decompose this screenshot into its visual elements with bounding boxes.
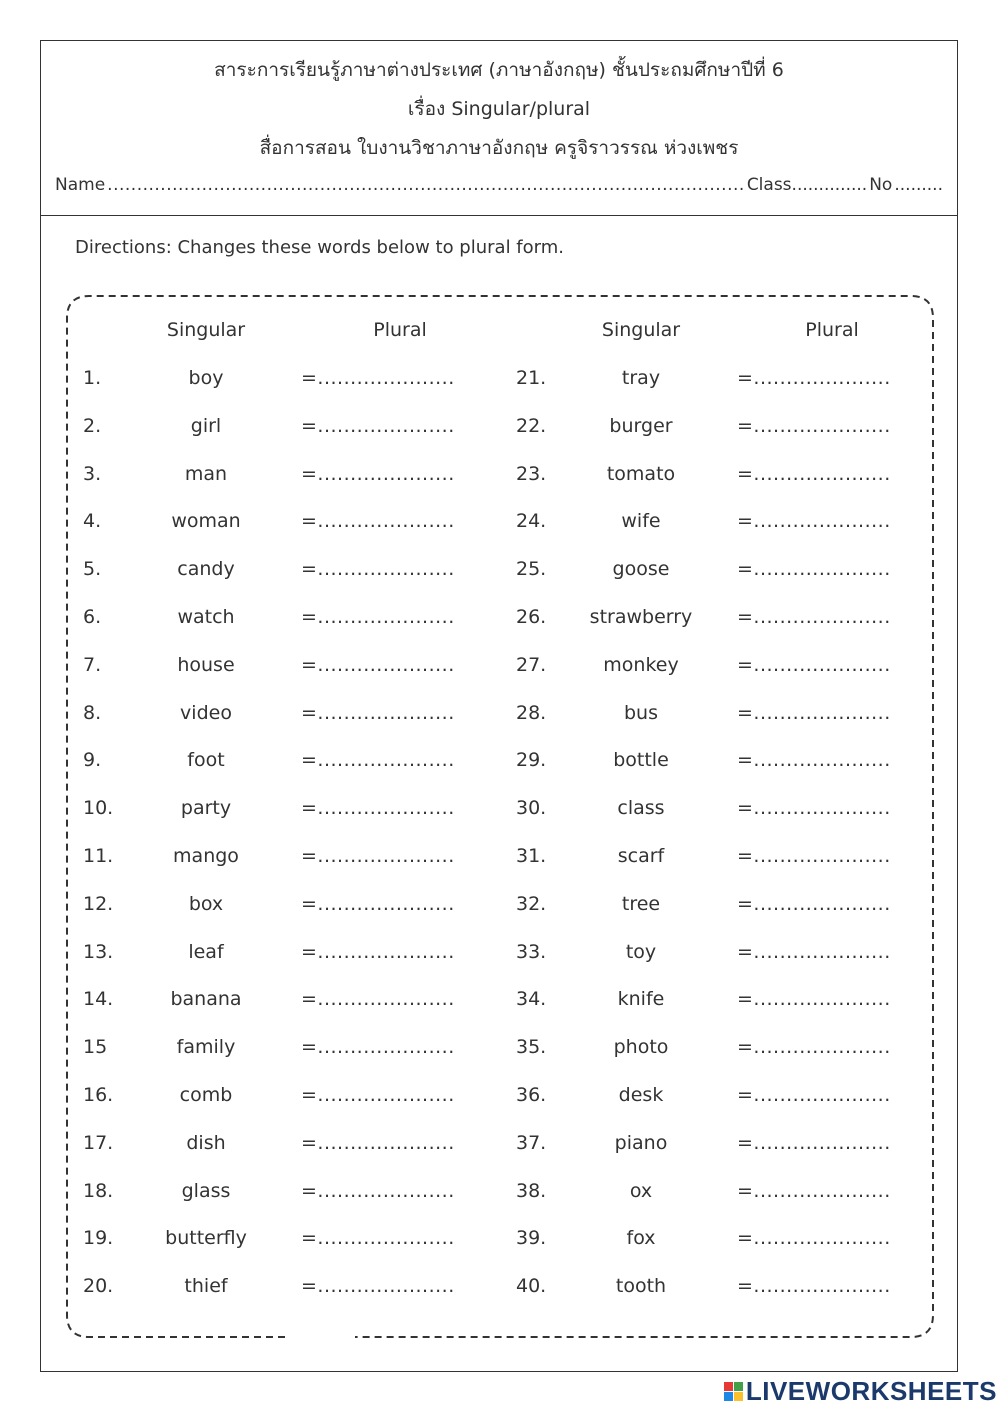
item-number: 38. bbox=[516, 1179, 547, 1202]
singular-word: woman bbox=[171, 510, 241, 533]
item-number: 22. bbox=[516, 414, 547, 437]
logo-mark-icon bbox=[724, 1382, 743, 1401]
plural-answer-field[interactable]: =..................... bbox=[737, 558, 891, 581]
item-number: 17. bbox=[83, 1131, 114, 1154]
item-number: 14. bbox=[83, 988, 114, 1011]
plural-answer-field[interactable]: =..................... bbox=[301, 797, 455, 820]
singular-word: boy bbox=[188, 367, 224, 389]
class-field[interactable]: Class.............. bbox=[746, 175, 868, 195]
plural-answer-field[interactable]: =..................... bbox=[301, 367, 455, 389]
plural-answer-field[interactable]: =..................... bbox=[301, 510, 455, 533]
plural-answer-field[interactable]: =..................... bbox=[301, 653, 455, 676]
list-item bbox=[41, 1132, 959, 1162]
singular-word: scarf bbox=[617, 845, 665, 867]
worksheet bbox=[40, 40, 997, 1406]
logo-square bbox=[724, 1392, 733, 1401]
plural-answer-field[interactable]: =..................... bbox=[737, 510, 891, 533]
item-number: 7. bbox=[83, 653, 102, 676]
plural-answer-field[interactable]: =..................... bbox=[301, 1227, 455, 1250]
item-number: 27. bbox=[516, 653, 547, 676]
singular-word: toy bbox=[625, 940, 657, 963]
list-item bbox=[41, 941, 959, 971]
item-number: 31. bbox=[516, 845, 547, 867]
singular-word: goose bbox=[612, 558, 670, 581]
plural-answer-field[interactable]: =..................... bbox=[737, 414, 891, 437]
list-item bbox=[41, 749, 959, 779]
plural-answer-field[interactable]: =..................... bbox=[301, 558, 455, 581]
singular-word: man bbox=[184, 462, 228, 485]
teacher-line: สื่อการสอน ใบงานวิชาภาษาอังกฤษ ครูจิราวรรณ ห่วงเพชร bbox=[259, 137, 739, 159]
plural-answer-field[interactable]: =..................... bbox=[301, 892, 455, 915]
plural-answer-field[interactable]: =..................... bbox=[737, 988, 891, 1011]
list-item bbox=[41, 1036, 959, 1066]
singular-word: monkey bbox=[603, 653, 679, 676]
singular-word: wife bbox=[621, 510, 661, 533]
plural-answer-field[interactable]: =..................... bbox=[737, 940, 891, 963]
item-number: 26. bbox=[516, 606, 547, 628]
liveworksheets-logo bbox=[724, 1376, 997, 1407]
singular-word: mango bbox=[173, 845, 239, 867]
item-number: 13. bbox=[83, 940, 114, 963]
singular-word: dish bbox=[186, 1131, 226, 1154]
plural-answer-field[interactable]: =..................... bbox=[737, 701, 891, 724]
list-item bbox=[41, 415, 959, 445]
singular-word: leaf bbox=[188, 940, 224, 963]
singular-word: glass bbox=[181, 1179, 231, 1202]
item-number: 16. bbox=[83, 1084, 114, 1106]
singular-word: strawberry bbox=[589, 606, 693, 628]
plural-answer-field[interactable]: =..................... bbox=[737, 606, 891, 628]
item-number: 2. bbox=[83, 414, 102, 437]
item-number: 34. bbox=[516, 988, 547, 1011]
item-number: 12. bbox=[83, 892, 114, 915]
item-number: 4. bbox=[83, 510, 102, 533]
singular-word: banana bbox=[170, 988, 242, 1011]
list-item bbox=[41, 463, 959, 493]
list-item bbox=[41, 1227, 959, 1257]
item-number: 28. bbox=[516, 701, 547, 724]
item-number: 1. bbox=[83, 367, 102, 389]
plural-answer-field[interactable]: =..................... bbox=[301, 414, 455, 437]
singular-word: tooth bbox=[615, 1275, 667, 1298]
plural-answer-field[interactable]: =..................... bbox=[737, 1036, 891, 1059]
singular-word: foot bbox=[187, 749, 225, 772]
item-number: 20. bbox=[83, 1275, 114, 1298]
list-item bbox=[41, 893, 959, 923]
plural-answer-field[interactable]: =..................... bbox=[301, 1179, 455, 1202]
singular-word: video bbox=[180, 701, 232, 724]
singular-word: girl bbox=[190, 414, 222, 437]
item-number: 3. bbox=[83, 462, 102, 485]
list-item bbox=[41, 845, 959, 875]
logo-text: LIVEWORKSHEETS bbox=[745, 1376, 997, 1406]
name-field[interactable]: ............................................................................................................ bbox=[107, 175, 745, 195]
singular-word: fox bbox=[626, 1227, 656, 1250]
list-item bbox=[41, 1180, 959, 1210]
singular-word: class bbox=[617, 797, 665, 820]
logo-square bbox=[734, 1392, 743, 1401]
item-number: 18. bbox=[83, 1179, 114, 1202]
plural-answer-field[interactable]: =..................... bbox=[737, 1084, 891, 1106]
plural-answer-field[interactable]: =..................... bbox=[301, 845, 455, 867]
item-number: 19. bbox=[83, 1227, 114, 1250]
item-number: 33. bbox=[516, 940, 547, 963]
plural-answer-field[interactable]: =..................... bbox=[301, 1036, 455, 1059]
item-number: 32. bbox=[516, 892, 547, 915]
plural-answer-field[interactable]: =..................... bbox=[737, 653, 891, 676]
list-item bbox=[41, 797, 959, 827]
plural-answer-field[interactable]: =..................... bbox=[737, 749, 891, 772]
plural-answer-field[interactable]: =..................... bbox=[301, 940, 455, 963]
item-number: 30. bbox=[516, 797, 547, 820]
subject-line: สาระการเรียนรู้ภาษาต่างประเทศ (ภาษาอังกฤษ) ชั้นประถมศึกษาปีที่ 6 bbox=[214, 59, 784, 81]
singular-word: watch bbox=[177, 606, 235, 628]
singular-word: knife bbox=[617, 988, 665, 1011]
list-item bbox=[41, 510, 959, 540]
plural-answer-field[interactable]: =..................... bbox=[737, 367, 891, 389]
no-field[interactable]: ......... bbox=[894, 175, 943, 195]
singular-word: bottle bbox=[613, 749, 669, 772]
plural-answer-field[interactable]: =..................... bbox=[301, 1131, 455, 1154]
word-table bbox=[41, 41, 959, 1373]
right-singular-header: Singular bbox=[601, 319, 681, 341]
item-number: 10. bbox=[83, 797, 114, 820]
item-number: 24. bbox=[516, 510, 547, 533]
plural-answer-field[interactable]: =..................... bbox=[737, 1275, 891, 1298]
plural-answer-field[interactable]: =..................... bbox=[301, 1275, 455, 1298]
singular-word: ox bbox=[629, 1179, 653, 1202]
logo-square bbox=[724, 1382, 733, 1391]
plural-answer-field[interactable]: =..................... bbox=[737, 845, 891, 867]
left-singular-header: Singular bbox=[166, 319, 246, 341]
item-number: 21. bbox=[516, 367, 547, 389]
singular-word: box bbox=[188, 892, 224, 915]
item-number: 15 bbox=[83, 1036, 108, 1059]
singular-word: desk bbox=[618, 1084, 664, 1106]
singular-word: butterfly bbox=[165, 1227, 247, 1250]
singular-word: party bbox=[180, 797, 232, 820]
list-item bbox=[41, 1275, 959, 1305]
item-number: 8. bbox=[83, 701, 102, 724]
item-number: 25. bbox=[516, 558, 547, 581]
plural-answer-field[interactable]: =..................... bbox=[737, 462, 891, 485]
list-item bbox=[41, 558, 959, 588]
item-number: 37. bbox=[516, 1131, 547, 1154]
item-number: 40. bbox=[516, 1275, 547, 1298]
logo-square bbox=[734, 1382, 743, 1391]
list-item bbox=[41, 702, 959, 732]
plural-answer-field[interactable]: =..................... bbox=[737, 797, 891, 820]
singular-word: photo bbox=[613, 1036, 669, 1059]
singular-word: family bbox=[176, 1036, 236, 1059]
item-number: 11. bbox=[83, 845, 114, 867]
singular-word: tray bbox=[621, 367, 661, 389]
singular-word: candy bbox=[177, 558, 235, 581]
list-item bbox=[41, 367, 959, 397]
singular-word: piano bbox=[614, 1131, 668, 1154]
list-item bbox=[41, 988, 959, 1018]
item-number: 39. bbox=[516, 1227, 547, 1250]
list-item bbox=[41, 654, 959, 684]
item-number: 5. bbox=[83, 558, 102, 581]
singular-word: tomato bbox=[606, 462, 676, 485]
no-label: No bbox=[869, 175, 893, 195]
singular-word: thief bbox=[184, 1275, 228, 1298]
plural-answer-field[interactable]: =..................... bbox=[737, 1179, 891, 1202]
plural-answer-field[interactable]: =..................... bbox=[301, 462, 455, 485]
item-number: 6. bbox=[83, 606, 102, 628]
left-plural-header: Plural bbox=[373, 319, 427, 341]
singular-word: comb bbox=[179, 1084, 233, 1106]
list-item bbox=[41, 606, 959, 636]
item-number: 29. bbox=[516, 749, 547, 772]
singular-word: tree bbox=[621, 892, 661, 915]
item-number: 9. bbox=[83, 749, 102, 772]
item-number: 35. bbox=[516, 1036, 547, 1059]
singular-word: bus bbox=[623, 701, 658, 724]
item-number: 36. bbox=[516, 1084, 547, 1106]
singular-word: house bbox=[177, 653, 235, 676]
singular-word: burger bbox=[609, 414, 673, 437]
plural-answer-field[interactable]: =..................... bbox=[301, 701, 455, 724]
list-item bbox=[41, 1084, 959, 1114]
plural-answer-field[interactable]: =..................... bbox=[737, 1227, 891, 1250]
plural-answer-field[interactable]: =..................... bbox=[301, 749, 455, 772]
plural-answer-field[interactable]: =..................... bbox=[737, 1131, 891, 1154]
plural-answer-field[interactable]: =..................... bbox=[301, 988, 455, 1011]
name-label: Name bbox=[55, 175, 106, 195]
directions: Directions: Changes these words below to plural form. bbox=[75, 237, 564, 258]
plural-answer-field[interactable]: =..................... bbox=[301, 1084, 455, 1106]
topic-line: เรื่อง Singular/plural bbox=[407, 98, 591, 120]
plural-answer-field[interactable]: =..................... bbox=[301, 606, 455, 628]
item-number: 23. bbox=[516, 462, 547, 485]
right-plural-header: Plural bbox=[805, 319, 859, 341]
plural-answer-field[interactable]: =..................... bbox=[737, 892, 891, 915]
